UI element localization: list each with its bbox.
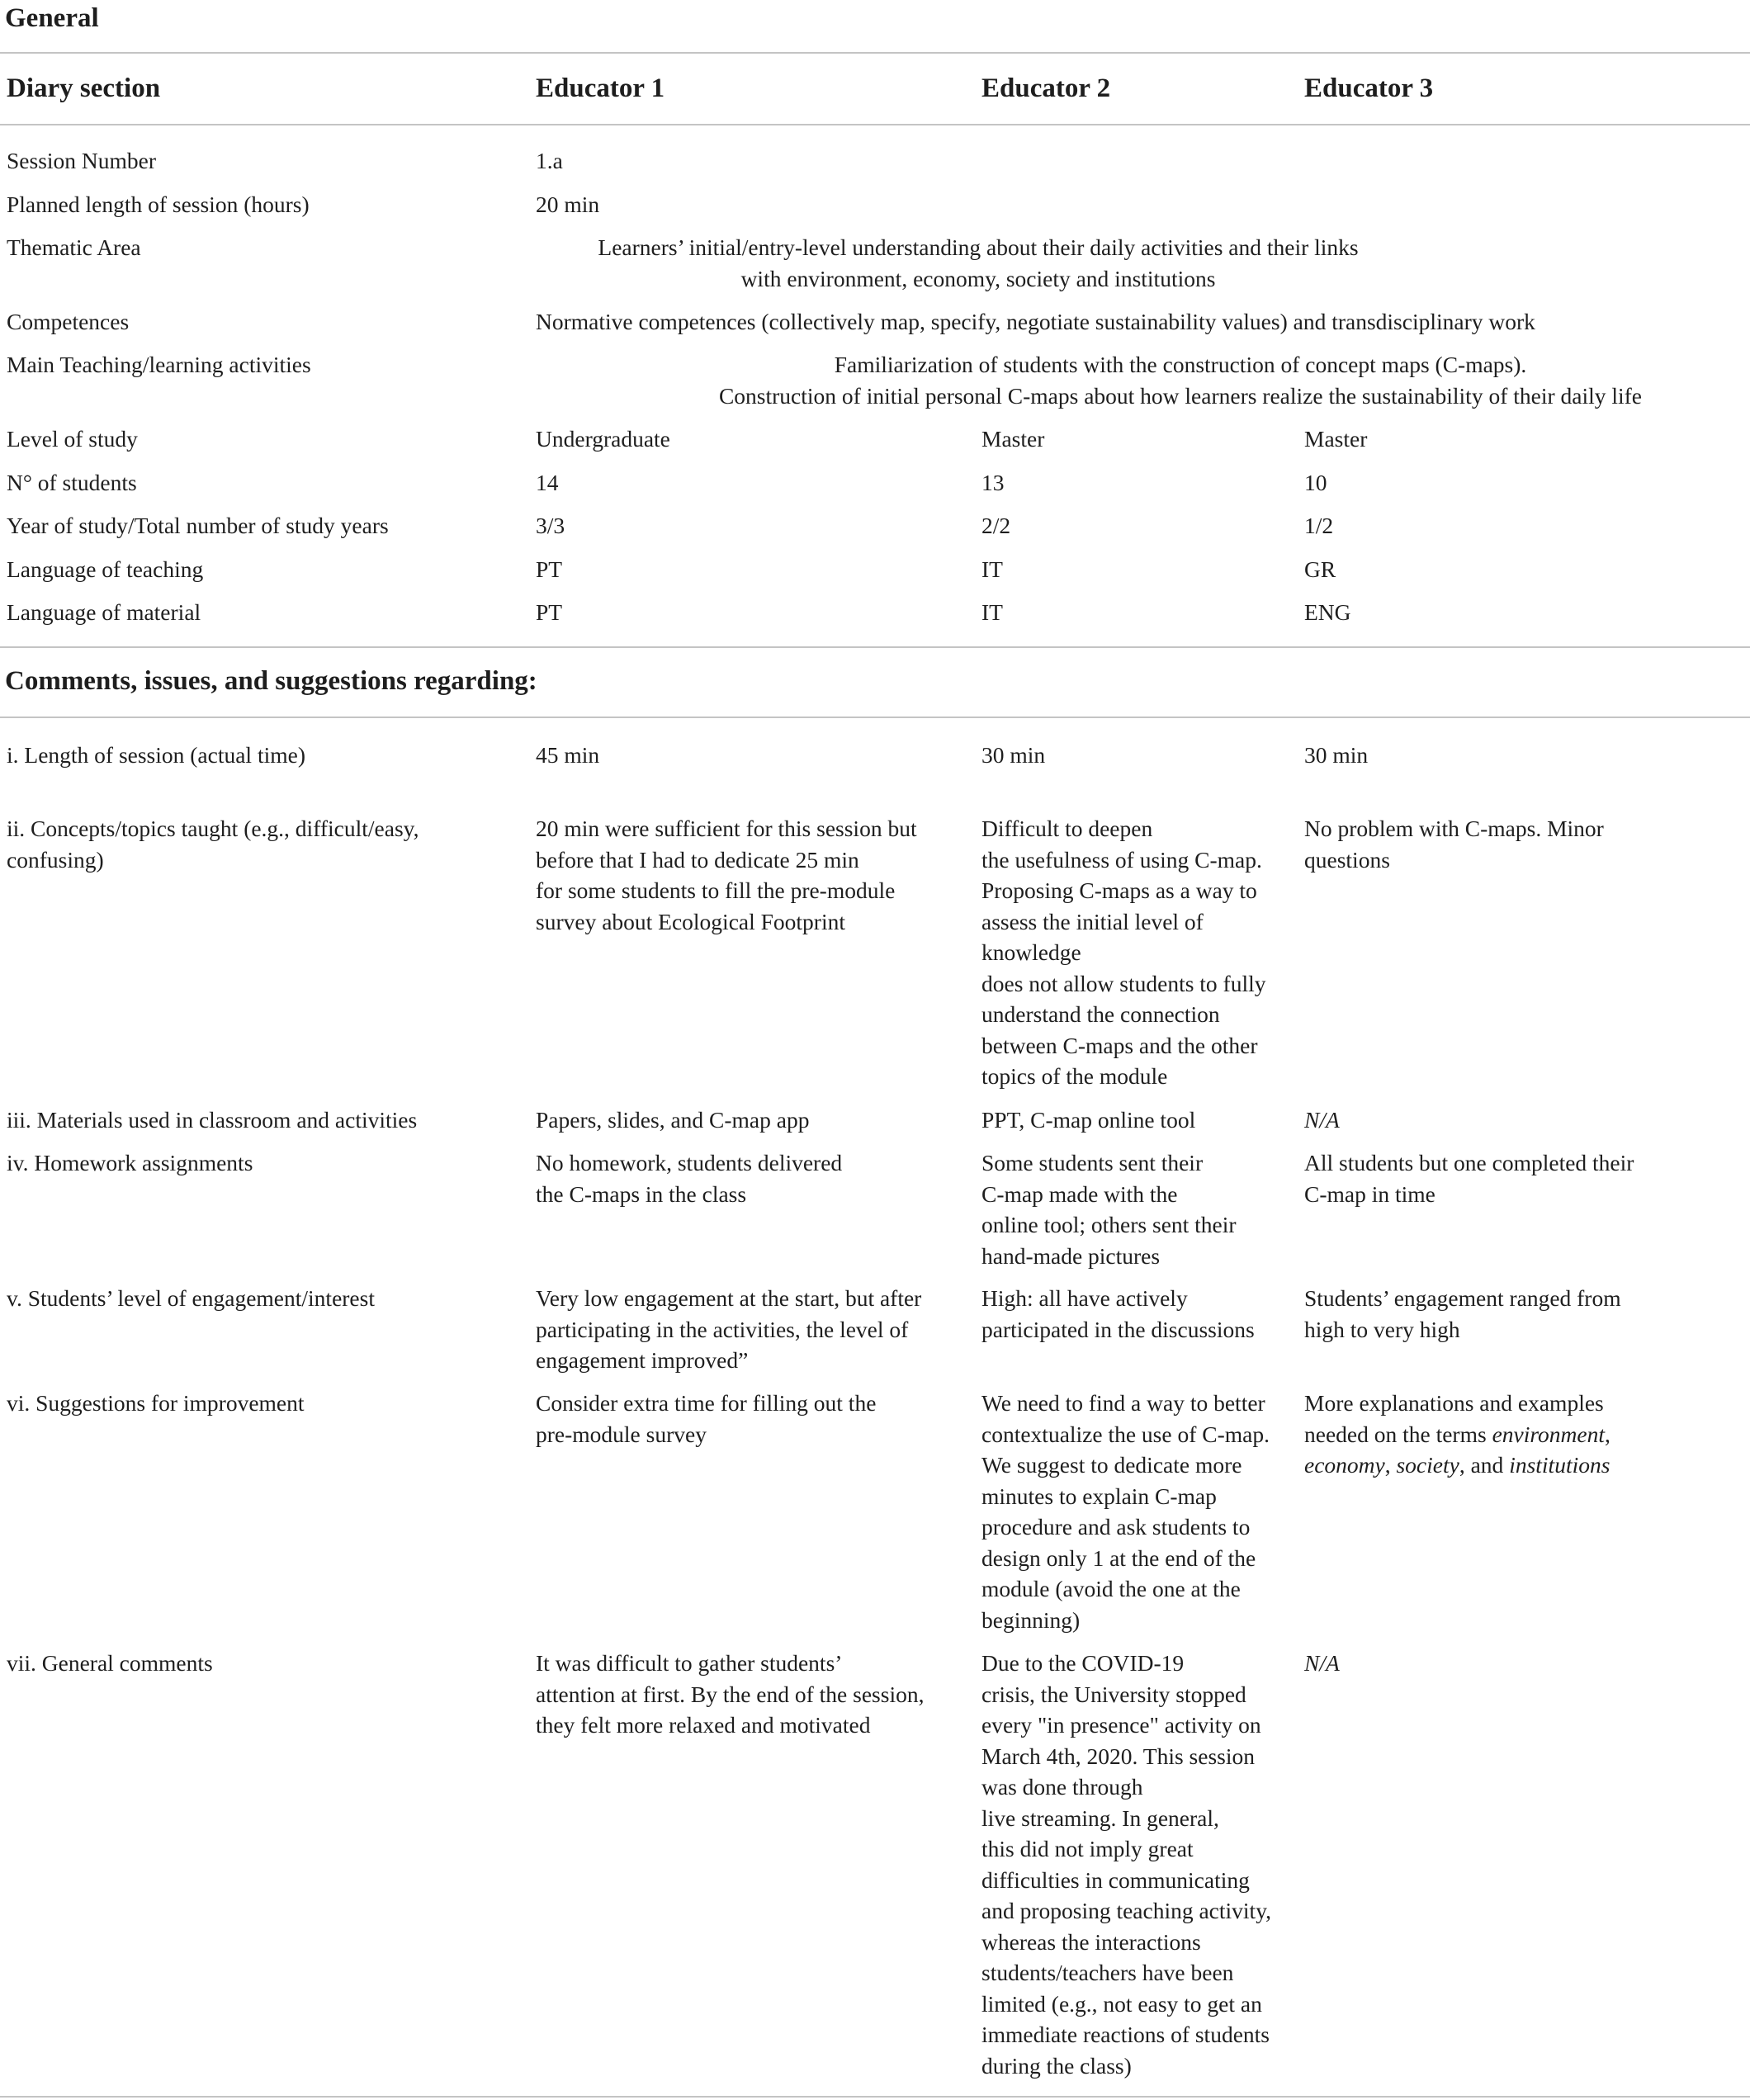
- row-label: i. Length of session (actual time): [7, 742, 305, 768]
- educator-1-value: Undergraduate: [536, 426, 670, 452]
- educator-1-value: 3/3: [536, 513, 565, 538]
- educator-1-value: 14: [536, 470, 559, 495]
- educator-2-value: 13: [981, 470, 1005, 495]
- spanning-value: Normative competences (collectively map, specify, negotiate sustainability values) and transdisciplinary work: [536, 309, 1535, 334]
- divider: [0, 2096, 1750, 2098]
- educator-2-value: IT: [981, 556, 1003, 582]
- header-educator-2: Educator 2: [981, 73, 1111, 103]
- header-educator-1: Educator 1: [536, 73, 665, 103]
- comments-section-title: Comments, issues, and suggestions regarding:: [5, 666, 537, 696]
- educator-1-value: PT: [536, 599, 563, 625]
- educator-2-value: 30 min: [981, 742, 1046, 768]
- educator-3-value: 10: [1304, 470, 1327, 495]
- row-label: iii. Materials used in classroom and activities: [7, 1107, 418, 1133]
- educator-1-value: 45 min: [536, 742, 600, 768]
- row-label: vii. General comments: [7, 1650, 213, 1676]
- header-diary-section: Diary section: [7, 73, 161, 103]
- educator-2-value: High: all have actively participated in the discussions: [981, 1285, 1255, 1342]
- educator-1-value: No homework, students delivered the C-maps in the class: [536, 1150, 843, 1207]
- row-label: Main Teaching/learning activities: [7, 352, 311, 377]
- row-label: ii. Concepts/topics taught (e.g., difficult/easy, confusing): [7, 816, 419, 873]
- row-label: vi. Suggestions for improvement: [7, 1390, 305, 1416]
- educator-2-value: Master: [981, 426, 1045, 452]
- educator-3-value: Master: [1304, 426, 1368, 452]
- row-label: iv. Homework assignments: [7, 1150, 253, 1175]
- row-label: N° of students: [7, 470, 137, 495]
- row-label: Session Number: [7, 148, 157, 173]
- educator-1-value: It was difficult to gather students’ attention at first. By the end of the session, they felt more relaxed and motivated: [536, 1650, 925, 1738]
- educator-1-value: Consider extra time for filling out the pre-module survey: [536, 1390, 877, 1447]
- educator-2-value: Difficult to deepen the usefulness of using C-map. Proposing C-maps as a way to assess the initial level of knowledge does not allow students to fully understand the connection between C-maps and the other topics of the module: [981, 816, 1266, 1089]
- educator-1-value: Papers, slides, and C-map app: [536, 1107, 810, 1133]
- row-label: Level of study: [7, 426, 138, 452]
- educator-1-value: 20 min were sufficient for this session but before that I had to dedicate 25 min for some students to fill the pre-module survey about Ecological Footprint: [536, 816, 917, 934]
- divider: [0, 124, 1750, 125]
- divider: [0, 717, 1750, 718]
- educator-1-value: PT: [536, 556, 563, 582]
- row-label: Language of material: [7, 599, 201, 625]
- educator-1-value: 1.a: [536, 148, 563, 173]
- educator-3-value: GR: [1304, 556, 1336, 582]
- educator-1-value: Very low engagement at the start, but after participating in the activities, the level of engagement improved”: [536, 1285, 922, 1373]
- educator-2-value: PPT, C-map online tool: [981, 1107, 1196, 1133]
- educator-3-value: N/A: [1304, 1107, 1340, 1133]
- divider: [0, 52, 1750, 54]
- divider: [0, 646, 1750, 648]
- row-label: Language of teaching: [7, 556, 204, 582]
- spanning-value: Familiarization of students with the construction of concept maps (C-maps). Construction of initial personal C-maps about how learners realize the sustainability of their daily life: [718, 352, 1643, 409]
- educator-3-value: No problem with C-maps. Minor questions: [1304, 816, 1604, 873]
- spanning-value: Learners’ initial/entry-level understanding about their daily activities and their links with environment, economy, society and institutions: [598, 234, 1359, 291]
- educator-3-value: ENG: [1304, 599, 1351, 625]
- educator-1-value: 20 min: [536, 192, 600, 217]
- educator-3-value: 1/2: [1304, 513, 1334, 538]
- row-label: Year of study/Total number of study years: [7, 513, 389, 538]
- educator-2-value: Due to the COVID-19 crisis, the University stopped every "in presence" activity on March 4th, 2020. This session was done through live streaming. In general, this did not imply great difficulties in communicating and proposing teaching activity, whereas the interactions students/teachers have been limited (e.g., not easy to get an immediate reactions of students during the class): [981, 1650, 1272, 2079]
- educator-3-value: Students’ engagement ranged from high to very high: [1304, 1285, 1621, 1342]
- header-educator-3: Educator 3: [1304, 73, 1434, 103]
- educator-2-value: 2/2: [981, 513, 1011, 538]
- row-label: Thematic Area: [7, 234, 141, 260]
- educator-3-value: More explanations and examples needed on the terms environment, economy, society, and institutions: [1304, 1390, 1610, 1478]
- educator-3-value: N/A: [1304, 1650, 1340, 1676]
- general-section-title: General: [5, 3, 99, 33]
- educator-3-value: All students but one completed their C-map in time: [1304, 1150, 1634, 1207]
- educator-2-value: Some students sent their C-map made with the online tool; others sent their hand-made pictures: [981, 1150, 1237, 1269]
- educator-2-value: We need to find a way to better contextualize the use of C-map. We suggest to dedicate more minutes to explain C-map procedure and ask students to design only 1 at the end of the module (avoid the one at the beginning): [981, 1390, 1270, 1633]
- row-label: v. Students’ level of engagement/interest: [7, 1285, 375, 1311]
- row-label: Planned length of session (hours): [7, 192, 310, 217]
- educator-3-value: 30 min: [1304, 742, 1369, 768]
- row-label: Competences: [7, 309, 130, 334]
- educator-2-value: IT: [981, 599, 1003, 625]
